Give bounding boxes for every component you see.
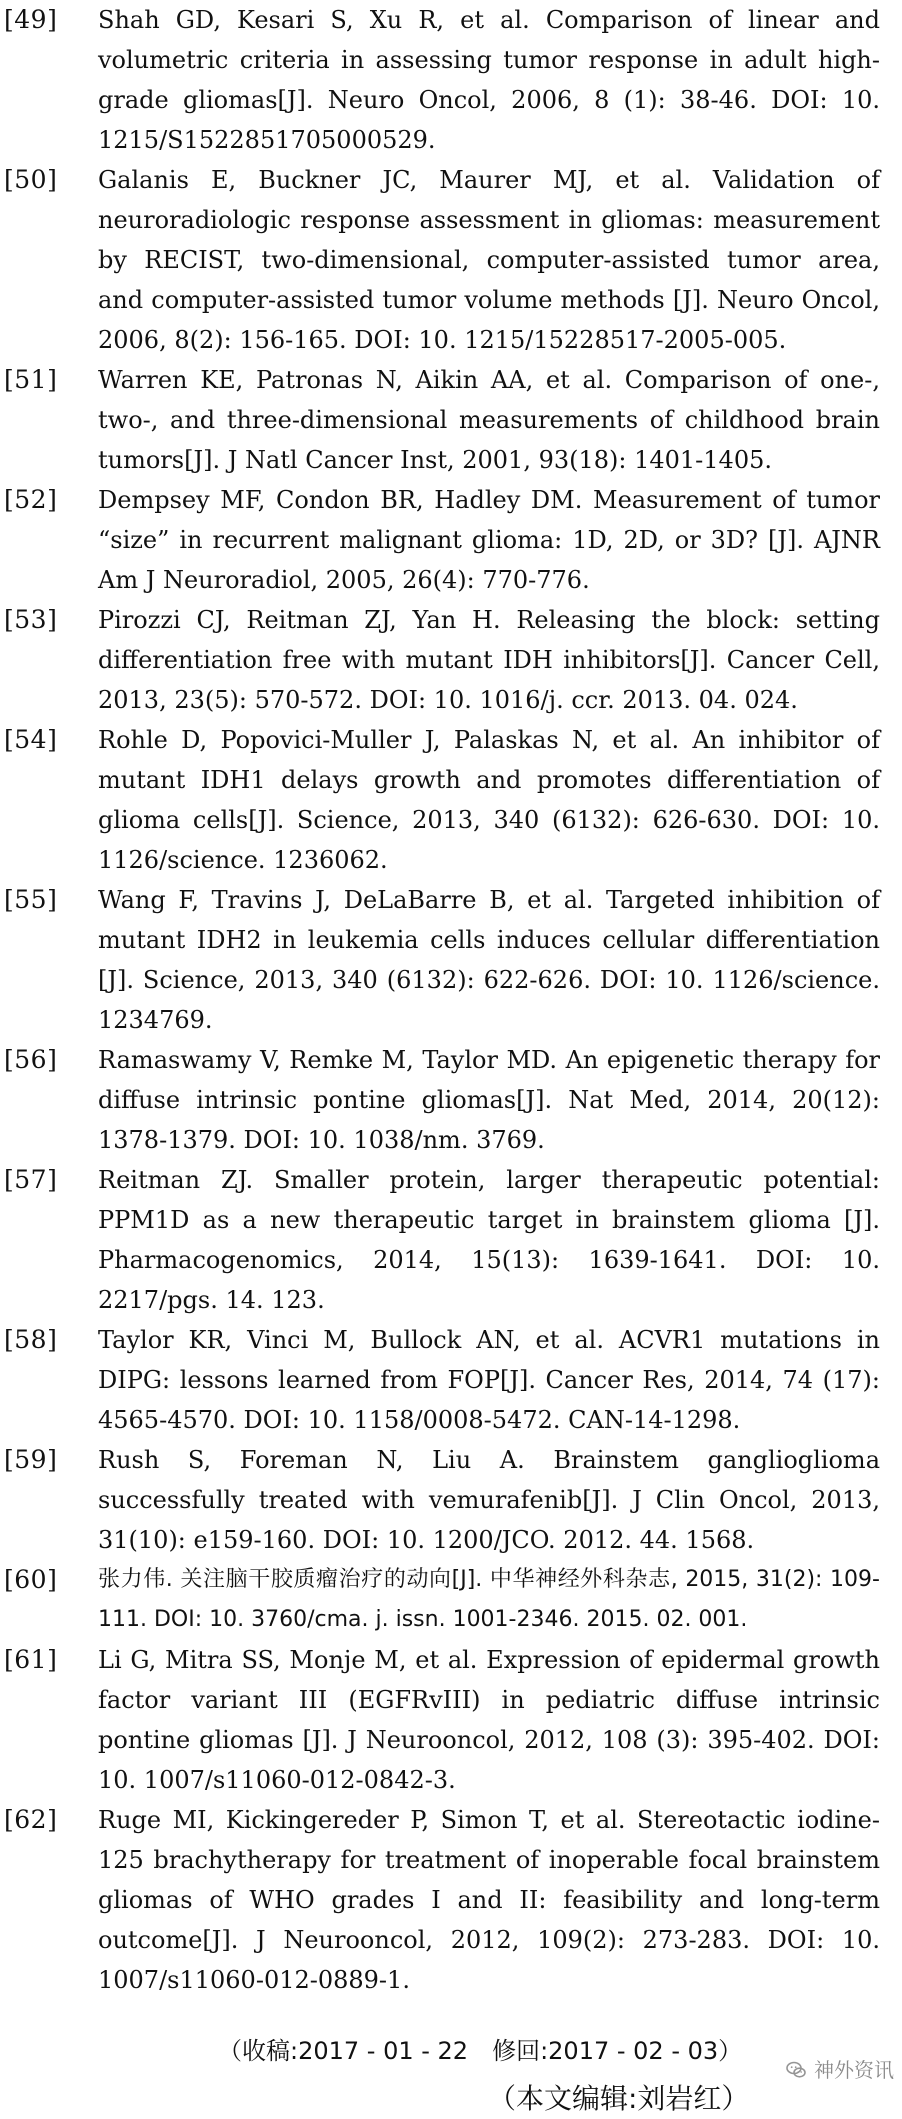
reference-text: Reitman ZJ. Smaller protein, larger therapeutic potential: PPM1D as a new therapeutic target in brainstem glioma [J]. Pharmacogenomics, 2014, 15(13): 1639-1641. DOI: 10. 2217/pgs. 14. 123. <box>98 1166 880 1314</box>
reference-item-49 <box>4 0 880 160</box>
reference-list <box>4 0 880 2000</box>
reference-text: Shah GD, Kesari S, Xu R, et al. Comparison of linear and volumetric criteria in assessing tumor response in adult high-grade gliomas[J]. Neuro Oncol, 2006, 8 (1): 38-46. DOI: 10. 1215/S1522851705000529. <box>98 6 880 154</box>
reference-number: [49] <box>4 5 58 34</box>
reference-item-52 <box>4 480 880 600</box>
reference-item-51 <box>4 360 880 480</box>
received-revised-dates: （收稿:2017 - 01 - 22 修回:2017 - 02 - 03） <box>218 2037 743 2065</box>
reference-item-61 <box>4 1640 880 1800</box>
reference-number: [61] <box>4 1645 58 1674</box>
reference-number: [60] <box>4 1565 58 1594</box>
reference-text: Galanis E, Buckner JC, Maurer MJ, et al. Validation of neuroradiologic response assessment in gliomas: measurement by RECIST, two-dimensional, computer-assisted tumor area, and computer-assisted tumor volume methods [J]. Neuro Oncol, 2006, 8(2): 156-165. DOI: 10. 1215/15228517-2005-005. <box>98 166 880 354</box>
reference-text: Rush S, Foreman N, Liu A. Brainstem ganglioglioma successfully treated with vemurafenib[J]. J Clin Oncol, 2013, 31(10): e159-160. DOI: 10. 1200/JCO. 2012. 44. 1568. <box>98 1446 880 1554</box>
article-footer <box>0 2034 902 2119</box>
reference-item-53 <box>4 600 880 720</box>
reference-text: Dempsey MF, Condon BR, Hadley DM. Measurement of tumor “size” in recurrent malignant glioma: 1D, 2D, or 3D? [J]. AJNR Am J Neuroradiol, 2005, 26(4): 770-776. <box>98 486 880 594</box>
reference-number: [57] <box>4 1165 58 1194</box>
reference-number: [56] <box>4 1045 58 1074</box>
reference-item-59 <box>4 1440 880 1560</box>
reference-text: Ramaswamy V, Remke M, Taylor MD. An epigenetic therapy for diffuse intrinsic pontine gliomas[J]. Nat Med, 2014, 20(12): 1378-1379. DOI: 10. 1038/nm. 3769. <box>98 1046 880 1154</box>
reference-item-50 <box>4 160 880 360</box>
reference-number: [51] <box>4 365 58 394</box>
reference-number: [50] <box>4 165 58 194</box>
wechat-icon <box>784 2058 808 2082</box>
reference-number: [53] <box>4 605 58 634</box>
reference-text: Ruge MI, Kickingereder P, Simon T, et al. Stereotactic iodine-125 brachytherapy for treatment of inoperable focal brainstem gliomas of WHO grades I and II: feasibility and long-term outcome[J]. J Neurooncol, 2012, 109(2): 273-283. DOI: 10. 1007/s11060-012-0889-1. <box>98 1806 880 1994</box>
reference-item-54 <box>4 720 880 880</box>
reference-item-60 <box>4 1560 880 1640</box>
reference-item-62 <box>4 1800 880 2000</box>
reference-number: [58] <box>4 1325 58 1354</box>
reference-number: [59] <box>4 1445 58 1474</box>
reference-text: Pirozzi CJ, Reitman ZJ, Yan H. Releasing the block: setting differentiation free with mutant IDH inhibitors[J]. Cancer Cell, 2013, 23(5): 570-572. DOI: 10. 1016/j. ccr. 2013. 04. 024. <box>98 606 880 714</box>
reference-text: Rohle D, Popovici-Muller J, Palaskas N, et al. An inhibitor of mutant IDH1 delays growth and promotes differentiation of glioma cells[J]. Science, 2013, 340 (6132): 626-630. DOI: 10. 1126/science. 1236062. <box>98 726 880 874</box>
reference-number: [62] <box>4 1805 58 1834</box>
editor-note: （本文编辑:刘岩红） <box>488 2082 750 2115</box>
source-watermark <box>784 2058 894 2082</box>
reference-item-56 <box>4 1040 880 1160</box>
reference-number: [54] <box>4 725 58 754</box>
reference-item-57 <box>4 1160 880 1320</box>
reference-number: [52] <box>4 485 58 514</box>
reference-text: Warren KE, Patronas N, Aikin AA, et al. Comparison of one-, two-, and three-dimensional measurements of childhood brain tumors[J]. J Natl Cancer Inst, 2001, 93(18): 1401-1405. <box>98 366 880 474</box>
reference-number: [55] <box>4 885 58 914</box>
reference-text: Taylor KR, Vinci M, Bullock AN, et al. ACVR1 mutations in DIPG: lessons learned from FOP[J]. Cancer Res, 2014, 74 (17): 4565-4570. DOI: 10. 1158/0008-5472. CAN-14-1298. <box>98 1326 880 1434</box>
reference-item-58 <box>4 1320 880 1440</box>
reference-text: Li G, Mitra SS, Monje M, et al. Expression of epidermal growth factor variant III (EGFRvIII) in pediatric diffuse intrinsic pontine gliomas [J]. J Neurooncol, 2012, 108 (3): 395-402. DOI: 10. 1007/s11060-012-0842-3. <box>98 1646 880 1794</box>
reference-item-55 <box>4 880 880 1040</box>
watermark-label: 神外资讯 <box>814 2058 894 2082</box>
reference-text: 张力伟. 关注脑干胶质瘤治疗的动向[J]. 中华神经外科杂志, 2015, 31(2): 109-111. DOI: 10. 3760/cma. j. issn. 1001-2346. 2015. 02. 001. <box>98 1567 880 1632</box>
reference-text: Wang F, Travins J, DeLaBarre B, et al. Targeted inhibition of mutant IDH2 in leukemia cells induces cellular differentiation [J]. Science, 2013, 340 (6132): 622-626. DOI: 10. 1126/science. 1234769. <box>98 886 880 1034</box>
